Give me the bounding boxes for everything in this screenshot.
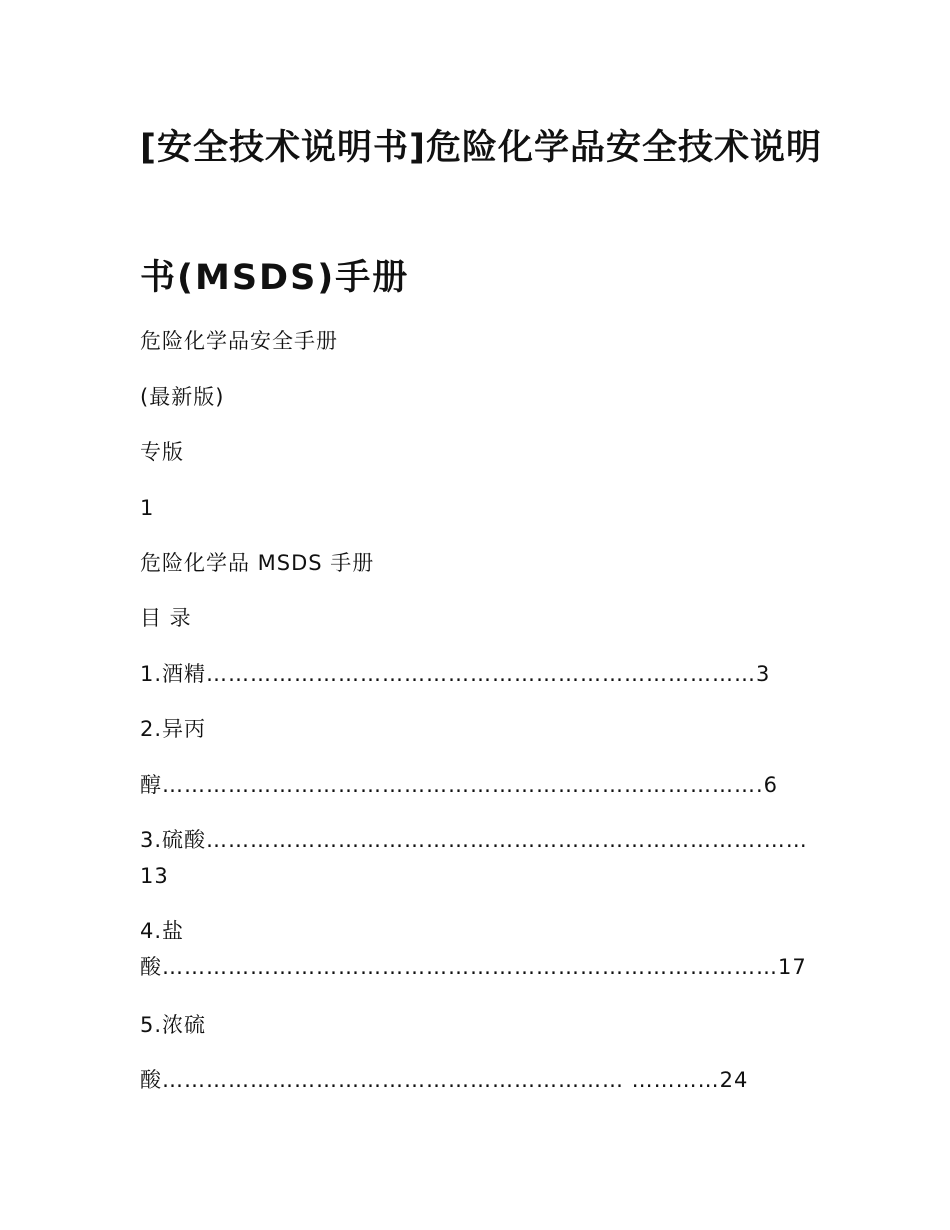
toc-entry-isopropanol-continued: 醇……………………………………………………………………….6 <box>140 773 779 797</box>
subtitle: 危险化学品安全手册 <box>140 329 338 353</box>
toc-entry-hydrochloric-acid: 4.盐酸…………………………………………………………………………17 <box>140 919 807 979</box>
document-title-continued: 书(MSDS)手册 <box>140 258 410 298</box>
page-marker: 1 <box>140 496 155 520</box>
manual-title: 危险化学品 MSDS 手册 <box>140 551 375 575</box>
special-edition-label: 专版 <box>140 440 184 464</box>
toc-entry-isopropanol: 2.异丙 <box>140 717 207 741</box>
toc-entry-concentrated-sulfuric-acid: 5.浓硫 <box>140 1013 207 1037</box>
toc-entry-concentrated-sulfuric-acid-continued: 酸……………………………………………………… …………24 <box>140 1068 749 1092</box>
toc-heading: 目 录 <box>140 606 192 630</box>
document-title: [安全技术说明书]危险化学品安全技术说明 <box>140 128 822 168</box>
toc-entry-sulfuric-acid: 3.硫酸………………………………………………………………….……13 <box>140 828 808 888</box>
toc-entry-alcohol: 1.酒精…………………………………………………………………3 <box>140 662 771 686</box>
edition-label: (最新版) <box>140 385 225 409</box>
